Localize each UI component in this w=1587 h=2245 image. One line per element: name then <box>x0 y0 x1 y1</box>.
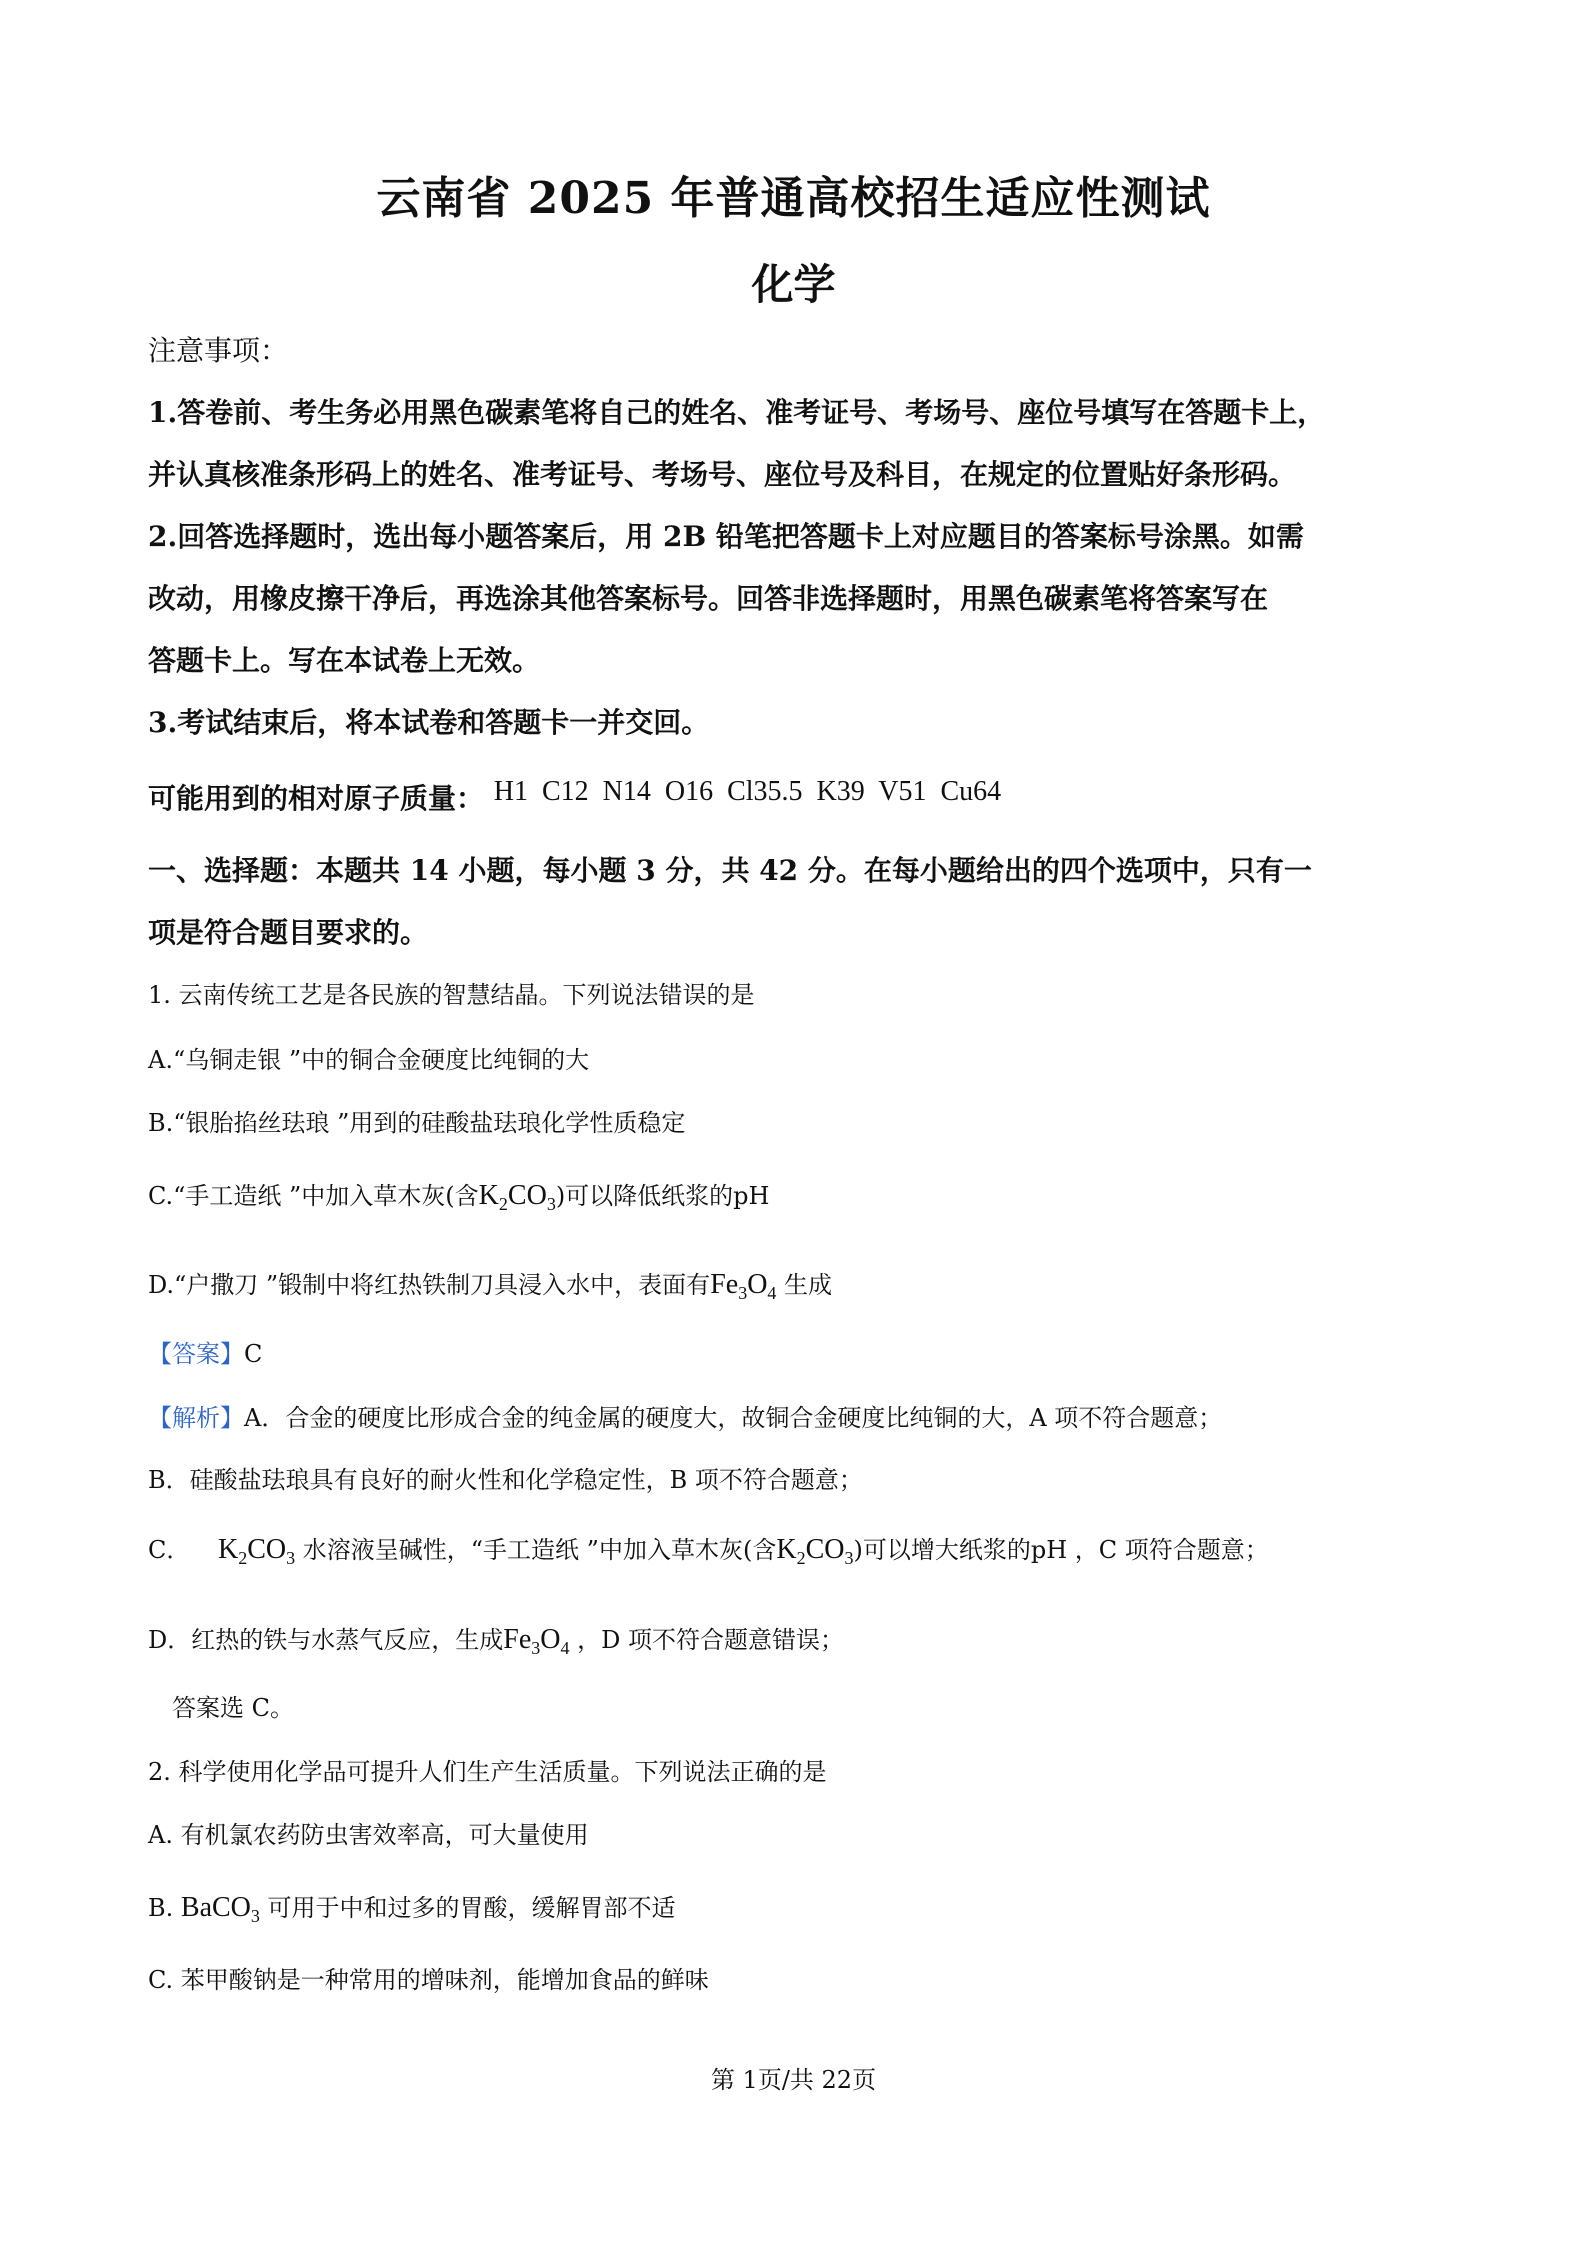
analysis-d <box>148 1620 1458 1660</box>
subject-title: 化学 <box>751 260 836 309</box>
formula-k2co3 <box>218 1534 296 1568</box>
answer-tag: 【答案】 <box>148 1340 244 1368</box>
analysis-text: D．红热的铁与水蒸气反应，生成 <box>148 1626 504 1654</box>
answer-conclusion: 答案选 C。 <box>172 1694 294 1722</box>
formula-sub: 3 <box>250 1906 260 1926</box>
formula-part: CO <box>507 1180 547 1211</box>
section-one-heading <box>148 840 1458 964</box>
question-1 <box>148 975 1458 1015</box>
formula-part: CO <box>805 1534 845 1565</box>
formula-part: CO <box>247 1534 287 1565</box>
option-b-text: B. <box>148 1894 181 1922</box>
formula-sub: 3 <box>286 1548 296 1568</box>
analysis-text: 水溶液呈碱性，“手工造纸 ”中加入草木灰(含 <box>295 1536 777 1564</box>
page-number: 第 1页/共 22页 <box>710 2066 877 2094</box>
formula-sub: 3 <box>844 1548 854 1568</box>
atomic-mass-values: H1 C12 N14 O16 Cl35.5 K39 V51 Cu64 <box>493 776 1002 807</box>
formula-sub: 2 <box>796 1548 806 1568</box>
page-title: 云南省 2025 年普通高校招生适应性测试 <box>376 173 1211 224</box>
analysis-text: ，D 项不符合题意错误； <box>569 1626 844 1654</box>
option-b <box>148 1888 1458 1928</box>
formula-part: K <box>218 1534 239 1565</box>
notice-line: 1.答卷前、考生务必用黑色碳素笔将自己的姓名、准考证号、考场号、座位号填写在答题卡上， <box>148 396 1326 429</box>
analysis-c <box>148 1530 1458 1570</box>
option-b-text: 可用于中和过多的胃酸，缓解胃部不适 <box>259 1894 676 1922</box>
formula-k2co3 <box>478 1180 556 1214</box>
analysis-b: B．硅酸盐珐琅具有良好的耐火性和化学稳定性，B 项不符合题意； <box>148 1466 863 1494</box>
analysis-tag: 【解析】 <box>148 1404 244 1432</box>
option-a: A.“乌铜走银 ”中的铜合金硬度比纯铜的大 <box>148 1046 590 1074</box>
formula-sub: 2 <box>238 1548 248 1568</box>
question-2-stem: 2. 科学使用化学品可提升人们生产生活质量。下列说法正确的是 <box>148 1758 827 1786</box>
formula-part: O <box>747 1269 768 1300</box>
section-heading-line: 项是符合题目要求的。 <box>148 916 429 949</box>
notice-section <box>148 320 1458 754</box>
option-b: B.“银胎掐丝珐琅 ”用到的硅酸盐珐琅化学性质稳定 <box>148 1109 686 1137</box>
answer-value: C <box>244 1340 263 1368</box>
formula-part: K <box>478 1180 499 1211</box>
option-a: A. 有机氯农药防虫害效率高，可大量使用 <box>148 1821 589 1849</box>
analysis-text: C． <box>148 1536 191 1564</box>
formula-part: K <box>776 1534 797 1565</box>
atomic-mass-line <box>148 768 1458 831</box>
option-d <box>148 1265 1458 1305</box>
option-d-text: 生成 <box>776 1271 833 1299</box>
notice-line: 并认真核准条形码上的姓名、准考证号、考场号、座位号及科目，在规定的位置贴好条形码。 <box>148 458 1297 491</box>
formula-sub: 4 <box>560 1638 570 1658</box>
analysis-text: )可以增大纸浆的pH ，C 项符合题意； <box>853 1536 1269 1564</box>
analysis-text: A．合金的硬度比形成合金的纯金属的硬度大，故铜合金硬度比纯铜的大，A 项不符合题意； <box>244 1404 1223 1432</box>
notice-line: 改动，用橡皮擦干净后，再选涂其他答案标号。回答非选择题时，用黑色碳素笔将答案写在 <box>148 582 1269 615</box>
option-c <box>148 1176 1458 1216</box>
question-stem: 1. 云南传统工艺是各民族的智慧结晶。下列说法错误的是 <box>148 981 755 1009</box>
notice-line: 2.回答选择题时，选出每小题答案后，用 2B 铅笔把答题卡上对应题目的答案标号涂黑。如需 <box>148 520 1304 553</box>
formula-baco3 <box>180 1892 260 1926</box>
formula-k2co3 <box>776 1534 854 1568</box>
formula-fe3o4 <box>503 1624 570 1658</box>
notice-line: 3.考试结束后，将本试卷和答题卡一并交回。 <box>148 706 710 739</box>
option-c: C. 苯甲酸钠是一种常用的增味剂，能增加食品的鲜味 <box>148 1966 709 1994</box>
section-heading-line: 一、选择题：本题共 14 小题，每小题 3 分，共 42 分。在每小题给出的四个选项中，只有一 <box>148 854 1312 887</box>
option-d-text: D.“户撒刀 ”锻制中将红热铁制刀具浸入水中，表面有 <box>148 1271 711 1299</box>
formula-sub: 2 <box>498 1194 508 1214</box>
option-c-text: )可以降低纸浆的pH <box>555 1182 770 1210</box>
formula-sub: 3 <box>531 1638 541 1658</box>
formula-part: Fe <box>503 1624 532 1655</box>
answer-line <box>148 1334 1458 1374</box>
formula-sub: 3 <box>546 1194 556 1214</box>
formula-sub: 4 <box>767 1283 777 1303</box>
atomic-mass-label: 可能用到的相对原子质量： <box>148 782 485 815</box>
formula-part: BaCO <box>180 1892 251 1923</box>
formula-fe3o4 <box>710 1269 777 1303</box>
option-c-text: C.“手工造纸 ”中加入草木灰(含 <box>148 1182 479 1210</box>
formula-part: Fe <box>710 1269 739 1300</box>
notice-heading: 注意事项： <box>148 334 289 367</box>
formula-sub: 3 <box>738 1283 748 1303</box>
formula-part: O <box>540 1624 561 1655</box>
analysis-a <box>148 1398 1458 1438</box>
notice-line: 答题卡上。写在本试卷上无效。 <box>148 644 541 677</box>
